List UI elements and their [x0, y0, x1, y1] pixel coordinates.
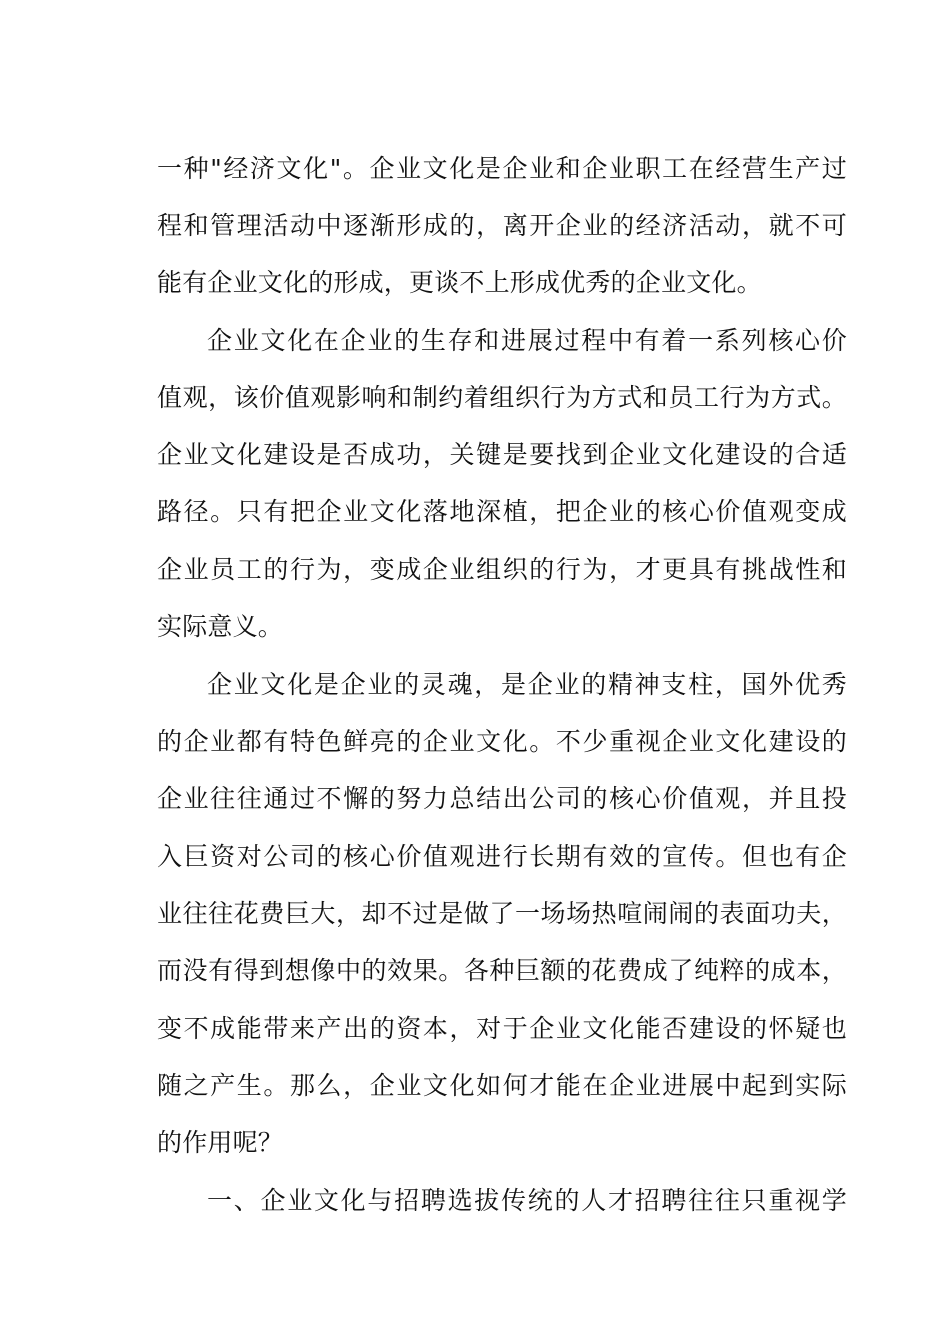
- paragraph-line: 随之产生。那么，企业文化如何才能在企业进展中起到实际: [157, 1071, 847, 1100]
- paragraph-line: 企业文化是企业的灵魂，是企业的精神支柱，国外优秀: [207, 670, 847, 699]
- paragraph-line: 而没有得到想像中的效果。各种巨额的花费成了纯粹的成本，: [157, 956, 847, 985]
- paragraph-line: 企业文化建设是否成功，关键是要找到企业文化建设的合适: [157, 440, 847, 469]
- paragraph-line: 程和管理活动中逐渐形成的，离开企业的经济活动，就不可: [157, 211, 847, 240]
- paragraph-line: 入巨资对公司的核心价值观进行长期有效的宣传。但也有企: [157, 842, 847, 871]
- paragraph-line: 值观，该价值观影响和制约着组织行为方式和员工行为方式。: [157, 383, 847, 412]
- paragraph-line: 的企业都有特色鲜亮的企业文化。不少重视企业文化建设的: [157, 727, 847, 756]
- paragraph-line: 一、企业文化与招聘选拔传统的人才招聘往往只重视学: [207, 1186, 847, 1215]
- paragraph-line: 企业员工的行为，变成企业组织的行为，才更具有挑战性和: [157, 555, 847, 584]
- paragraph-line: 能有企业文化的形成，更谈不上形成优秀的企业文化。: [157, 268, 762, 297]
- paragraph-line: 实际意义。: [157, 612, 284, 641]
- paragraph-line: 业往往花费巨大，却不过是做了一场场热喧闹闹的表面功夫，: [157, 899, 847, 928]
- paragraph-line: 企业往往通过不懈的努力总结出公司的核心价值观，并且投: [157, 784, 847, 813]
- paragraph-line: 的作用呢？: [157, 1128, 284, 1157]
- paragraph-line: 企业文化在企业的生存和进展过程中有着一系列核心价: [207, 326, 847, 355]
- paragraph-line: 路径。只有把企业文化落地深植，把企业的核心价值观变成: [157, 497, 847, 526]
- paragraph-line: 一种"经济文化"。企业文化是企业和企业职工在经营生产过: [157, 154, 847, 183]
- paragraph-line: 变不成能带来产出的资本，对于企业文化能否建设的怀疑也: [157, 1014, 847, 1043]
